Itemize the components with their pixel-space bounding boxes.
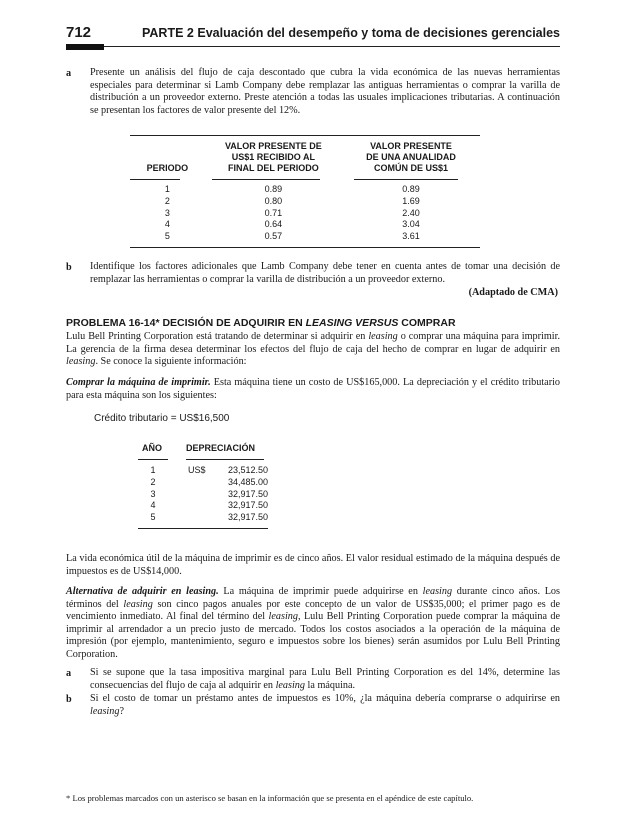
table1-period-cell: 1 [164, 184, 170, 194]
table1-col2-rule [212, 179, 320, 180]
table2-row [138, 500, 268, 512]
part-title: Evaluación del desempeño y toma de decisiones gerenciales [197, 26, 560, 40]
buy-paragraph: Comprar la máquina de imprimir. Esta máquina tiene un costo de US$165,000. La depreciación y el crédito tributario para esta máquina son los siguientes: [66, 377, 561, 401]
table1-col1-rule [130, 179, 180, 180]
table1-pv-cell: 0.71 [264, 207, 283, 218]
question-a-label: a [66, 68, 72, 79]
question-a2-label: a [66, 668, 72, 679]
table1-annuity-cell: 1.69 [402, 195, 420, 206]
table2-row [138, 512, 268, 524]
source-note: (Adaptado de CMA) [468, 287, 558, 298]
table2-col1-rule [138, 459, 168, 460]
table1-row [130, 231, 480, 243]
table2-row [138, 465, 268, 477]
question-b-text: Identifique los factores adicionales que Lamb Company debe tener en cuenta antes de tomar una decisión de remplazar las herramientas o comprar la varilla de distribución a un proveedor externo. [90, 261, 560, 285]
table1-pv-cell: 0.80 [264, 195, 283, 206]
table1-top-rule [130, 135, 480, 136]
table2-col2-rule [186, 459, 264, 460]
table2-depreciation-cell: 32,917.50 [227, 488, 268, 499]
table2-year-cell: 2 [150, 476, 156, 487]
header-rule [66, 46, 560, 47]
problem-title: PROBLEMA 16-14* DECISIÓN DE ADQUIRIR EN LEASING VERSUS COMPRAR [66, 317, 456, 329]
table1-annuity-cell: 3.61 [402, 231, 420, 242]
table2-depreciation-cell: 34,485.00 [227, 476, 268, 487]
table2-currency: US$ [188, 465, 206, 475]
part-label: PARTE 2 [142, 26, 194, 40]
question-b-label: b [66, 262, 72, 273]
table2-row [138, 477, 268, 489]
question-a2-text: Si se supone que la tasa impositiva marginal para Lulu Bell Printing Corporation es del 14%, determine las consecuencias del flujo de caja al adquirir en leasing la máquina. [90, 667, 560, 691]
table1-pv-cell: 0.57 [264, 231, 283, 242]
question-b2-label: b [66, 694, 72, 705]
table1-col3-rule [354, 179, 458, 180]
table1-row [130, 219, 480, 231]
table1-period-cell: 4 [164, 219, 170, 230]
footnote: * Los problemas marcados con un asterisco se basan en la información que se presenta en el apéndice de este capítulo. [66, 793, 474, 803]
question-a-text: Presente un análisis del flujo de caja descontado que cubra la vida económica de las nuevas herramientas especiales para determinar si Lamb Company debe remplazar las antiguas herramientas o comprar la varilla de distribución a un proveedor externo. Preste atención a todas las usuales implicaciones tributarias. A continuación se presentan los factores de valor presente del 12%. [90, 67, 560, 116]
table2-depreciation-cell: 32,917.50 [227, 512, 268, 523]
table1-annuity-cell: 0.89 [402, 184, 420, 194]
table2-year-cell: 3 [150, 488, 156, 499]
table1-bottom-rule [130, 247, 480, 248]
table1-period-cell: 3 [164, 207, 170, 218]
page-header [66, 24, 560, 44]
tax-credit: Crédito tributario = US$16,500 [94, 413, 230, 424]
table2-bottom-rule [138, 528, 268, 529]
table1-row [130, 196, 480, 208]
question-b2-text: Si el costo de tomar un préstamo antes de impuestos es 10%, ¿la máquina debería comprarse o adquirirse en leasing? [90, 693, 560, 717]
present-value-table [130, 141, 480, 243]
table2-header-year: AÑO [142, 443, 162, 453]
table2-year-cell: 5 [150, 512, 156, 523]
table1-pv-cell: 0.89 [264, 184, 283, 194]
economic-life-paragraph: La vida económica útil de la máquina de imprimir es de cinco años. El valor residual estimado de la máquina después de impuestos es de US$14,000. [66, 553, 560, 577]
table2-header-depreciation: DEPRECIACIÓN [186, 443, 256, 453]
table1-period-cell: 5 [164, 231, 170, 242]
depreciation-table [138, 465, 268, 524]
table2-row [138, 489, 268, 501]
leasing-alternative-paragraph: Alternativa de adquirir en leasing. La máquina de imprimir puede adquirirse en leasing durante cinco años. Los términos del leasing son cinco pagos anuales por este concepto de un valor de US$35,000; el primer pago es de vencimiento inmediato. Al final del término del leasing, Lulu Bell Printing Corporation puede comprar la máquina de imprimir al arrendador a un precio justo de mercado. Todos los costos asociados a la operación de la máquina de impresión (por ejemplo, mantenimiento, seguro e impuestos sobre los bienes) serán asumidos por Lulu Bell Printing Corporation. [66, 586, 561, 660]
running-head [142, 26, 560, 40]
table1-row [130, 208, 480, 220]
table2-depreciation-cell: 32,917.50 [227, 500, 268, 511]
table1-annuity-cell: 3.04 [402, 219, 420, 230]
table2-year-cell: 4 [150, 500, 156, 511]
problem-intro: Lulu Bell Printing Corporation está tratando de determinar si adquirir en leasing o comprar una máquina para imprimir. La gerencia de la firma desea determinar los efectos del flujo de caja del hecho de comprar en lugar de adquirir en leasing. Se conoce la siguiente información: [66, 331, 560, 368]
table1-period-cell: 2 [164, 195, 170, 206]
table1-header-col2: VALOR PRESENTE DE US$1 RECIBIDO AL FINAL DEL PERIODO [224, 141, 322, 173]
table2-depreciation-cell: 23,512.50 [227, 465, 268, 475]
table1-annuity-cell: 2.40 [402, 207, 420, 218]
table1-header-periodo: PERIODO [146, 163, 189, 173]
page-number: 712 [66, 24, 92, 41]
table1-header-col3: VALOR PRESENTE DE UNA ANUALIDAD COMÚN DE US$1 [366, 141, 456, 173]
header-rule-block [66, 44, 104, 50]
table1-pv-cell: 0.64 [264, 219, 283, 230]
table2-year-cell: 1 [150, 465, 156, 475]
